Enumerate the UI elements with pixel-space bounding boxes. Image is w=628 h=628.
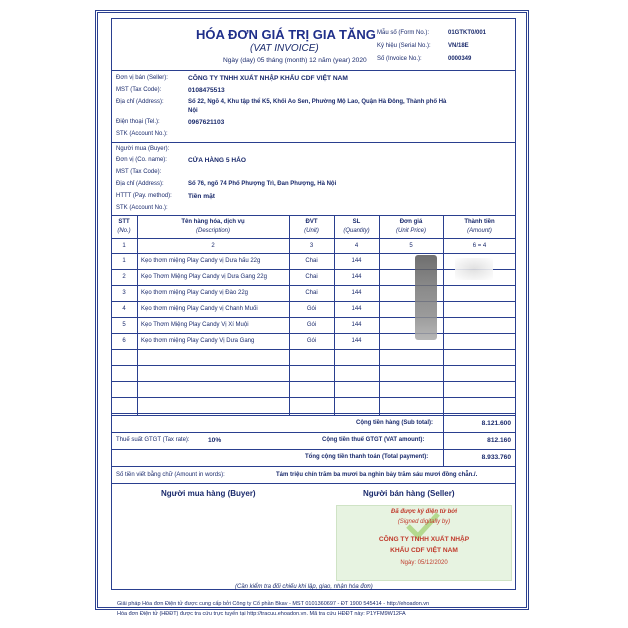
footer-note: (Cần kiểm tra đối chiếu khi lập, giao, nhận hóa đơn) <box>235 584 373 590</box>
table-row-line <box>111 333 516 334</box>
invoice-no: 0000349 <box>448 56 472 62</box>
amount-words: Tám triệu chín trăm ba mươi ba nghìn bảy trăm sáu mươi đồng chẵn./. <box>276 472 478 478</box>
subtotal-label: Cộng tiền hàng (Sub total): <box>356 420 433 426</box>
seller-name: CÔNG TY TNHH XUẤT NHẬP KHẨU CDF VIỆT NAM <box>188 75 348 82</box>
table-row-line <box>111 285 516 286</box>
footer-lookup: Hóa đơn Điện tử (HĐĐT) được tra cứu trực tuyến tại http://tracuu.ehoadon.vn. Mã tra cứu HĐĐT này: P1YFM9W12FA <box>117 611 406 617</box>
total-value: 8.933.760 <box>481 454 511 461</box>
form-no: 01GTKT0/001 <box>448 30 487 36</box>
buyer-company-label: Đơn vị (Co. name): <box>116 157 167 163</box>
index-cell: 5 <box>409 243 413 249</box>
table-top-line <box>111 215 516 216</box>
row-description: Kẹo thơm miệng Play Candy vị Đào 22g <box>141 290 248 296</box>
header-quantity: SL <box>352 219 361 225</box>
table-row-line <box>111 413 516 414</box>
header-unit-en: (Unit) <box>304 228 319 234</box>
invoice-date: Ngày (day) 05 tháng (month) 12 năm (year) 2020 <box>223 57 367 64</box>
seller-address-1: Số 22, Ngõ 4, Khu tập thể K5, Khối Ao Sen, Phường Mộ Lao, Quận Hà Đông, Thành phố Hà <box>188 99 447 105</box>
row-no: 6 <box>122 338 126 344</box>
row-quantity: 144 <box>351 290 362 296</box>
invoice-title: HÓA ĐƠN GIÁ TRỊ GIA TĂNG <box>196 27 376 42</box>
table-row-line <box>111 381 516 382</box>
table-row-line <box>111 397 516 398</box>
table-row-line <box>111 317 516 318</box>
signed-by-text-en: (Signed digitally by) <box>397 519 451 525</box>
index-cell: 2 <box>211 243 215 249</box>
vat-label: Cộng tiền thuế GTGT (VAT amount): <box>322 437 425 443</box>
header-quantity-en: (Quantity) <box>343 228 370 234</box>
seller-account-label: STK (Account No.): <box>116 131 168 137</box>
index-cell: 1 <box>122 243 126 249</box>
row-unit: Chai <box>305 290 318 296</box>
table-row-line <box>111 349 516 350</box>
total-label: Tổng cộng tiền thanh toán (Total payment): <box>305 454 429 460</box>
header-amount-en: (Amount) <box>467 228 492 234</box>
row-no: 5 <box>122 322 126 328</box>
row-unit: Gói <box>306 306 317 312</box>
row-no: 3 <box>122 290 126 296</box>
redacted-amount-area <box>455 258 493 280</box>
row-no: 4 <box>122 306 126 312</box>
header-description-en: (Description) <box>195 228 230 234</box>
row-description: Kẹo Thơm Miệng Play Candy Vị Xí Muội <box>141 322 249 328</box>
divider <box>111 142 516 143</box>
signer-company-2: KHẨU CDF VIỆT NAM <box>390 547 458 554</box>
serial-no: VN/18E <box>448 43 469 49</box>
buyer-label: Người mua (Buyer): <box>116 146 170 152</box>
index-cell: 3 <box>309 243 314 249</box>
seller-tax: 0108475513 <box>188 87 225 94</box>
footer-provider: Giải pháp Hóa đơn Điện tử được cung cấp bởi Công ty Cổ phần Bkav - MST 0101360697 - ĐT 1900 545414 - http://ehoadon.vn <box>117 601 430 607</box>
table-row-line <box>111 365 516 366</box>
divider <box>111 466 516 467</box>
index-cell: 6 = 4 <box>472 243 487 249</box>
row-description: Kẹo thơm miệng Play Candy Vị Dưa Gang <box>141 338 255 344</box>
payment-label: HTTT (Pay. method): <box>116 193 172 199</box>
invoice-subtitle: (VAT INVOICE) <box>250 43 319 54</box>
divider <box>111 449 516 450</box>
header-no-en: (No.) <box>117 228 131 234</box>
row-description: Kẹo thơm miệng Play Candy vị Chanh Muối <box>141 306 258 312</box>
header-unit-price-en: (Unit Price) <box>395 228 426 234</box>
row-description: Kẹo Thơm Miệng Play Candy vị Dưa Gang 22g <box>141 274 267 280</box>
row-unit: Gói <box>306 338 317 344</box>
tax-rate-label: Thuế suất GTGT (Tax rate): <box>116 437 190 443</box>
index-cell: 4 <box>354 243 359 249</box>
seller-tax-label: MST (Tax Code): <box>116 87 162 93</box>
subtotal-value: 8.121.600 <box>481 420 511 427</box>
table-line <box>111 253 516 254</box>
table-row-line <box>111 301 516 302</box>
buyer-signature-label: Người mua hàng (Buyer) <box>161 489 256 498</box>
signer-company-1: CÔNG TY TNHH XUẤT NHẬP <box>378 536 470 543</box>
signature-date: Ngày: 05/12/2020 <box>400 560 448 566</box>
buyer-tax-label: MST (Tax Code): <box>116 169 162 175</box>
buyer-address: Số 76, ngõ 74 Phố Phượng Trì, Đan Phượng, Hà Nội <box>188 181 337 187</box>
row-quantity: 144 <box>351 274 362 280</box>
totals-col-line <box>443 415 444 466</box>
row-unit: Chai <box>305 274 318 280</box>
tax-rate-value: 10% <box>208 437 222 444</box>
signed-by-text: Đã được ký điện tử bởi <box>391 509 457 515</box>
seller-address-2: Nội <box>188 108 198 114</box>
buyer-address-label: Địa chỉ (Address): <box>116 181 164 187</box>
buyer-account-label: STK (Account No.): <box>116 205 168 211</box>
table-bottom-line <box>111 415 516 416</box>
header-unit: ĐVT <box>305 219 318 225</box>
divider <box>111 432 516 433</box>
header-unit-price: Đơn giá <box>399 219 423 225</box>
serial-label: Ký hiệu (Serial No.): <box>377 43 431 49</box>
seller-signature-label: Người bán hàng (Seller) <box>363 489 455 498</box>
row-unit: Gói <box>306 322 317 328</box>
row-quantity: 144 <box>351 338 362 344</box>
seller-phone-label: Điện thoại (Tel.): <box>116 119 160 125</box>
divider <box>111 483 516 484</box>
amount-words-label: Số tiền viết bằng chữ (Amount in words): <box>116 472 225 478</box>
row-quantity: 144 <box>351 322 362 328</box>
buyer-company: CỬA HÀNG 5 HẢO <box>188 157 246 164</box>
payment-method: Tiền mặt <box>188 193 215 200</box>
header-no: STT <box>118 219 130 225</box>
table-line <box>111 238 516 239</box>
header-amount: Thành tiền <box>464 219 495 225</box>
row-quantity: 144 <box>351 258 362 264</box>
invoice-no-label: Số (Invoice No.): <box>377 56 422 62</box>
seller-name-label: Đơn vị bán (Seller): <box>116 75 168 81</box>
row-description: Kẹo thơm miệng Play Candy vị Dưa hấu 22g <box>141 258 261 264</box>
divider <box>111 70 516 71</box>
form-no-label: Mẫu số (Form No.): <box>377 30 430 36</box>
redacted-price-area <box>415 255 437 340</box>
row-no: 2 <box>122 274 126 280</box>
seller-phone: 0967621103 <box>188 119 225 126</box>
header-description: Tên hàng hóa, dịch vụ <box>181 219 245 225</box>
row-no: 1 <box>122 258 126 264</box>
row-quantity: 144 <box>351 306 362 312</box>
vat-value: 812.160 <box>487 437 511 444</box>
row-unit: Chai <box>305 258 318 264</box>
seller-address-label: Địa chỉ (Address): <box>116 99 164 105</box>
